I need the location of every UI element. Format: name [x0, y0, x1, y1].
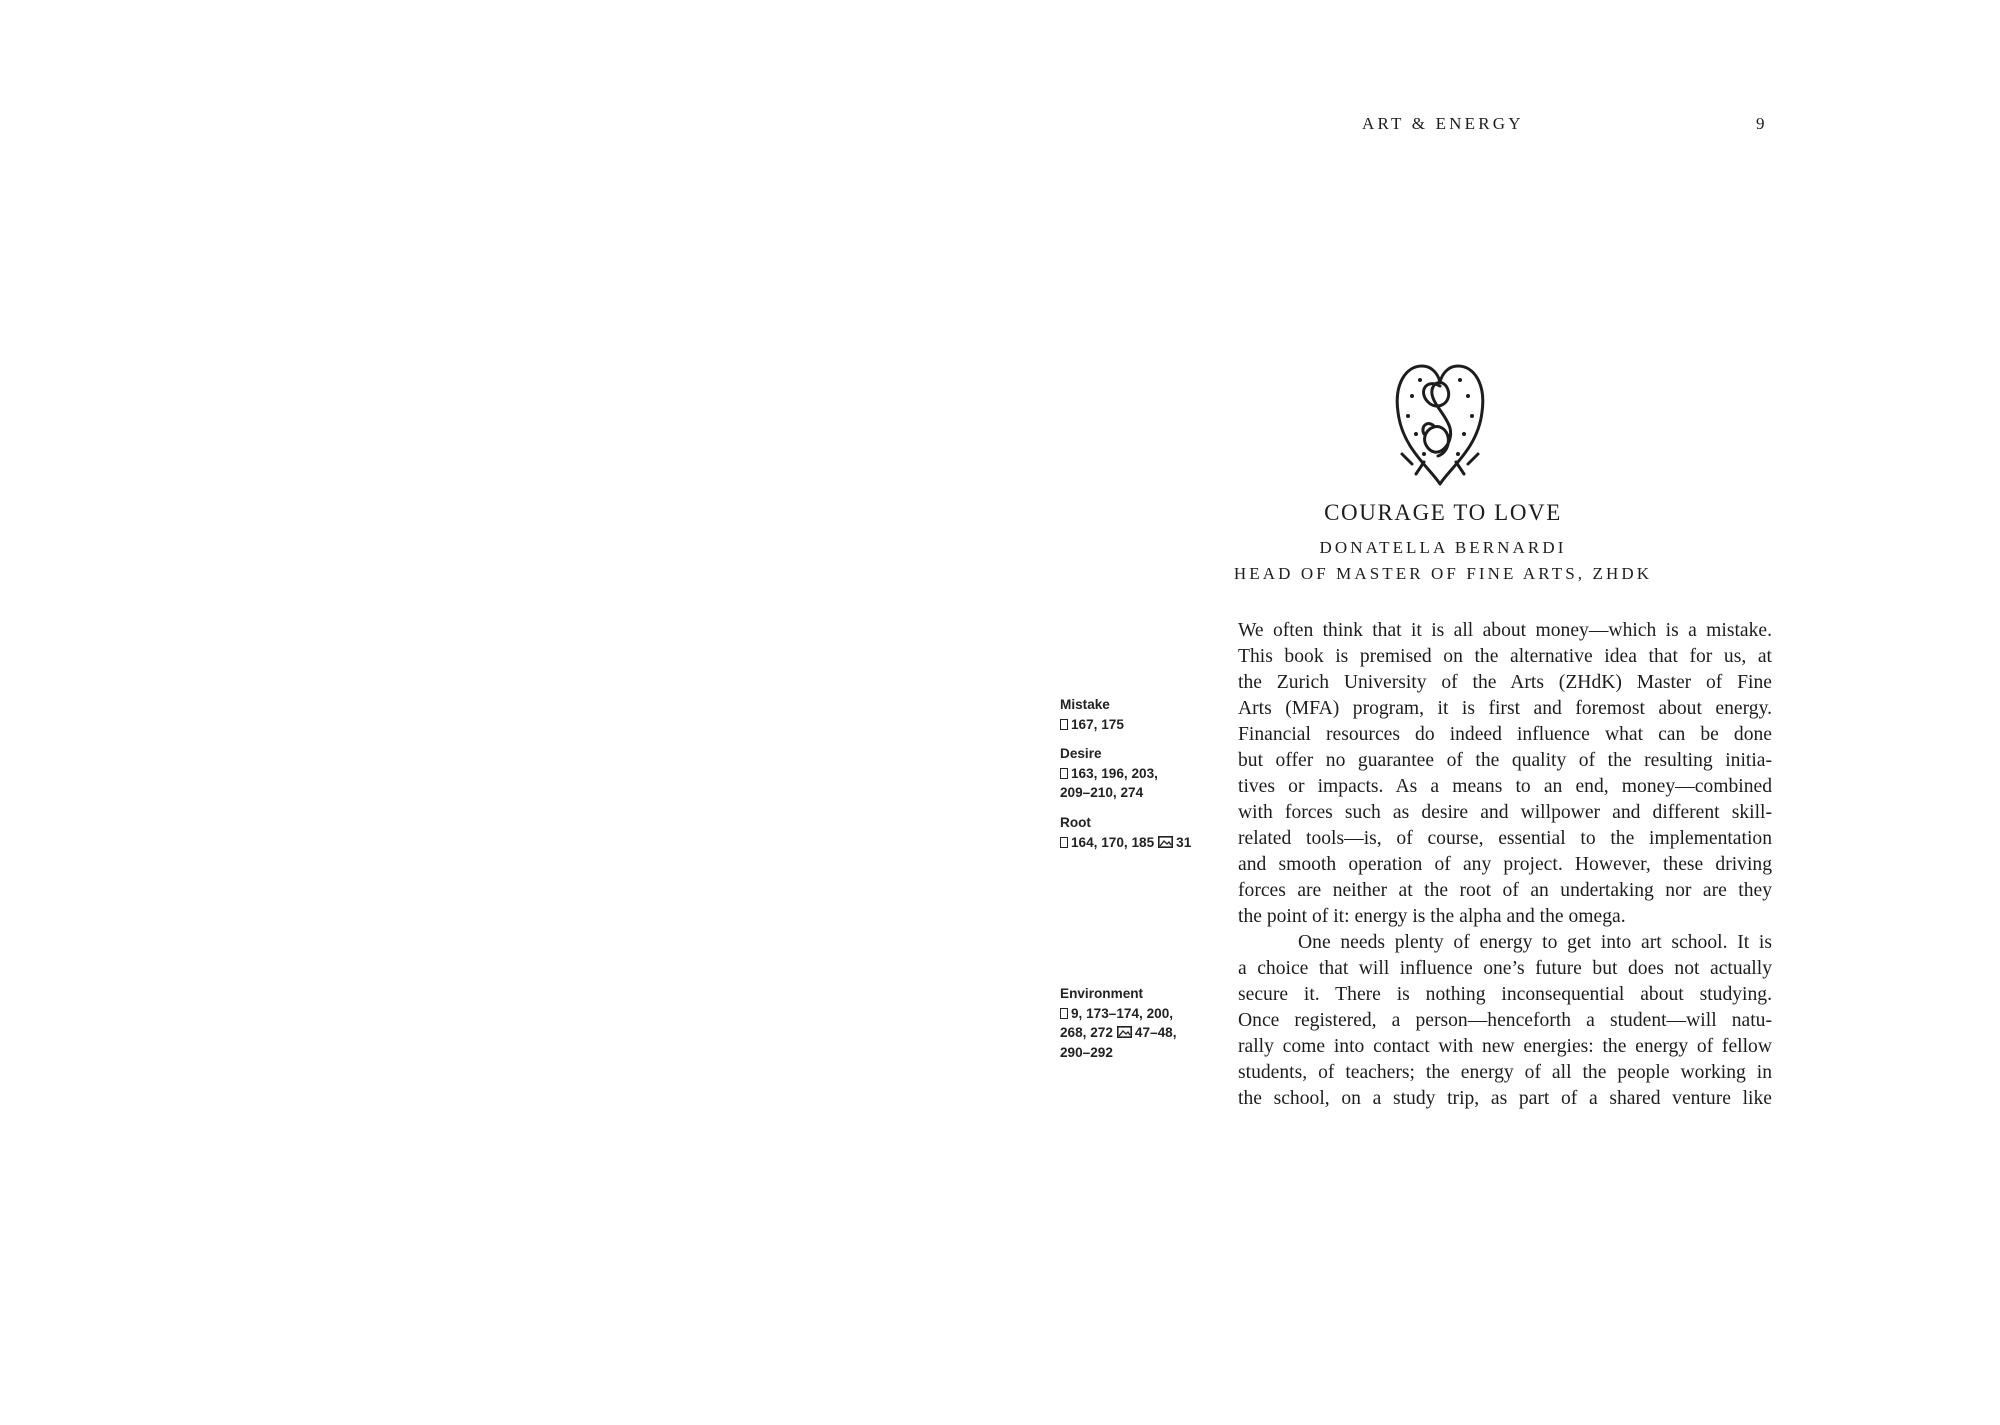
body-line: the point of it: energy is the alpha and the omega.	[1238, 906, 1626, 927]
body-line: Arts (MFA) program, it is first and foremost about energy.	[1238, 698, 1772, 719]
page-ref-icon	[1060, 1008, 1068, 1019]
page-refs: 164, 170, 185	[1071, 834, 1155, 850]
body-line: We often think that it is all about money—which is a mistake.	[1238, 620, 1772, 641]
body-line: but offer no guarantee of the quality of the resulting initia-	[1238, 750, 1772, 771]
margin-note-refs	[1060, 1004, 1230, 1024]
page-number: 9	[1756, 114, 1765, 133]
page-ref-icon	[1060, 837, 1068, 848]
body-line: the school, on a study trip, as part of a shared venture like	[1238, 1088, 1772, 1109]
margin-note-desire	[1060, 744, 1230, 803]
page-ref-icon	[1060, 719, 1068, 730]
body-line: This book is premised on the alternative idea that for us, at	[1238, 646, 1772, 667]
body-line: rally come into contact with new energies: the energy of fellow	[1238, 1036, 1772, 1057]
image-refs: 31	[1176, 834, 1192, 850]
margin-note-term: Desire	[1060, 746, 1102, 761]
heart-flame-emblem-icon	[1390, 356, 1490, 490]
essay-body	[1238, 618, 1772, 1112]
margin-note-term: Root	[1060, 815, 1091, 830]
body-line: with forces such as desire and willpower and different skill-	[1238, 802, 1772, 823]
body-line: One needs plenty of energy to get into art school. It is	[1298, 932, 1772, 953]
margin-note-refs	[1060, 1023, 1230, 1043]
essay-title: COURAGE TO LOVE	[1324, 500, 1562, 525]
body-line: and smooth operation of any project. However, these driving	[1238, 854, 1772, 875]
margin-note-environment	[1060, 984, 1230, 1062]
image-refs: 47–48,	[1134, 1025, 1177, 1040]
image-ref-icon	[1117, 1026, 1132, 1038]
body-line: tives or impacts. As a means to an end, money—combined	[1238, 776, 1772, 797]
body-line: secure it. There is nothing inconsequential about studying.	[1238, 984, 1772, 1005]
running-head: ART & ENERGY	[1362, 114, 1524, 133]
page-refs: 163, 196, 203,	[1071, 765, 1158, 781]
body-line: Once registered, a person—henceforth a student—will natu-	[1238, 1010, 1772, 1031]
page-ref-icon	[1060, 768, 1068, 779]
body-line: forces are neither at the root of an undertaking nor are they	[1238, 880, 1772, 901]
page-refs: 167, 175	[1071, 716, 1124, 732]
margin-note-refs: 209–210, 274	[1060, 785, 1144, 800]
margin-note-refs	[1060, 715, 1230, 735]
author-name: DONATELLA BERNARDI	[1319, 538, 1567, 557]
body-line: a choice that will influence one’s future but does not actually	[1238, 958, 1772, 979]
image-ref-icon	[1158, 836, 1173, 848]
page-refs: 268, 272	[1060, 1025, 1113, 1040]
body-line: Financial resources do indeed influence what can be done	[1238, 724, 1772, 745]
margin-note-term: Mistake	[1060, 697, 1110, 712]
margin-note-refs	[1060, 764, 1230, 784]
author-role: HEAD OF MASTER OF FINE ARTS, ZHDK	[1233, 564, 1653, 583]
body-line: students, of teachers; the energy of all the people working in	[1238, 1062, 1772, 1083]
margin-note-refs: 290–292	[1060, 1044, 1113, 1060]
margin-note-term: Environment	[1060, 986, 1144, 1001]
body-line: the Zurich University of the Arts (ZHdK) Master of Fine	[1238, 672, 1772, 693]
body-line: related tools—is, of course, essential to the implementation	[1238, 828, 1772, 849]
margin-note-root	[1060, 813, 1230, 852]
margin-note-refs	[1060, 833, 1230, 853]
page-refs: 9, 173–174, 200,	[1071, 1005, 1174, 1021]
margin-note-mistake	[1060, 695, 1230, 734]
